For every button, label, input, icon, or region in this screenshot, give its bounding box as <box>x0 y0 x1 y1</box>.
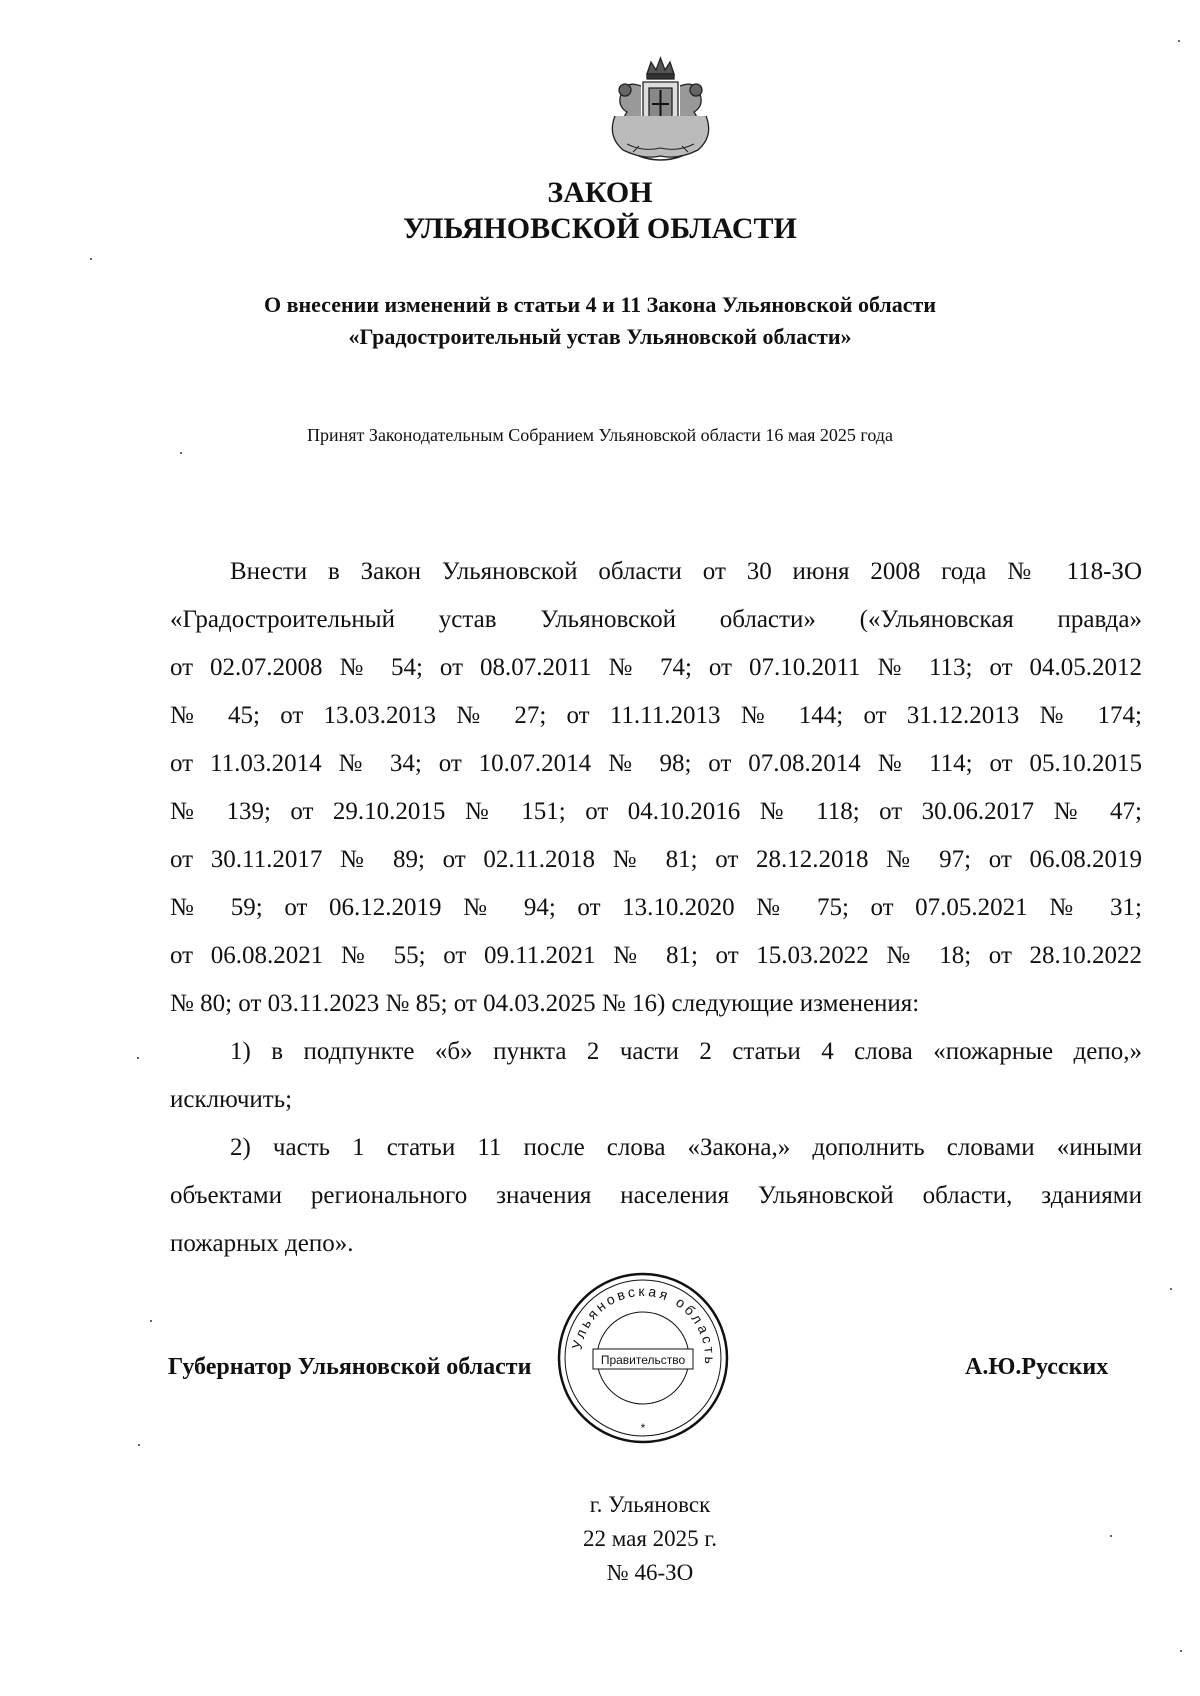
body-line: от 02.07.2008 № 54; от 08.07.2011 № 74; от 07.10.2011 № 113; от 04.05.2012 <box>170 654 1142 681</box>
body-line: от 30.11.2017 № 89; от 02.11.2018 № 81; от 28.12.2018 № 97; от 06.08.2019 <box>170 846 1142 873</box>
signing-date: 22 мая 2025 г. <box>582 1526 718 1551</box>
scan-speck <box>180 452 182 454</box>
scan-speck <box>137 1057 139 1059</box>
body-line: 1) в подпункте «б» пункта 2 части 2 статьи 4 слова «пожарные депо,» <box>230 1038 1142 1065</box>
body-line: от 11.03.2014 № 34; от 10.07.2014 № 98; от 07.08.2014 № 114; от 05.10.2015 <box>170 750 1142 777</box>
law-number: № 46-ЗО <box>606 1560 694 1585</box>
region-title: УЛЬЯНОВСКОЙ ОБЛАСТИ <box>403 212 797 245</box>
adoption-note: Принят Законодательным Собранием Ульяновской области 16 мая 2025 года <box>307 425 893 445</box>
scan-speck <box>90 258 92 260</box>
law-subject-line1: О внесении изменений в статьи 4 и 11 Закона Ульяновской области <box>263 292 937 317</box>
body-line: № 59; от 06.12.2019 № 94; от 13.10.2020 № 75; от 07.05.2021 № 31; <box>170 894 1142 921</box>
scan-speck <box>1178 40 1180 42</box>
body-line: «Градостроительный устав Ульяновской области» («Ульяновская правда» <box>170 606 1142 633</box>
governor-title: Губернатор Ульяновской области <box>168 1354 532 1380</box>
law-subject-line2: «Градостроительный устав Ульяновской области» <box>348 324 852 349</box>
body-line: исключить; <box>170 1086 293 1113</box>
document-type-title: ЗАКОН <box>547 176 653 209</box>
body-line: № 80; от 03.11.2023 № 85; от 04.03.2025 № 16) следующие изменения: <box>170 990 920 1017</box>
scan-speck <box>150 1320 152 1322</box>
scan-speck <box>138 1444 140 1446</box>
coat-of-arms-emblem <box>603 56 718 162</box>
body-line: № 139; от 29.10.2015 № 151; от 04.10.2016 № 118; от 30.06.2017 № 47; <box>170 798 1142 825</box>
signing-place: г. Ульяновск <box>589 1492 711 1517</box>
body-line: объектами регионального значения населения Ульяновской области, зданиями <box>170 1182 1142 1209</box>
svg-text:Правительство: Правительство <box>600 1353 686 1367</box>
scan-speck <box>1110 1535 1112 1537</box>
body-line: Внести в Закон Ульяновской области от 30 июня 2008 года № 118-ЗО <box>230 558 1142 585</box>
body-line: пожарных депо». <box>170 1230 354 1257</box>
scan-speck <box>1180 1650 1182 1652</box>
governor-name: А.Ю.Русских <box>965 1354 1109 1380</box>
body-line: № 45; от 13.03.2013 № 27; от 11.11.2013 № 144; от 31.12.2013 № 174; <box>170 702 1142 729</box>
body-line: 2) часть 1 статьи 11 после слова «Закона,» дополнить словами «иными <box>230 1134 1142 1161</box>
official-seal-stamp <box>555 1270 731 1446</box>
scan-speck <box>1170 1288 1172 1290</box>
svg-text:*: * <box>640 1421 646 1435</box>
svg-text:Ульяновская область: Ульяновская область <box>568 1282 719 1368</box>
body-line: от 06.08.2021 № 55; от 09.11.2021 № 81; от 15.03.2022 № 18; от 28.10.2022 <box>170 942 1142 969</box>
